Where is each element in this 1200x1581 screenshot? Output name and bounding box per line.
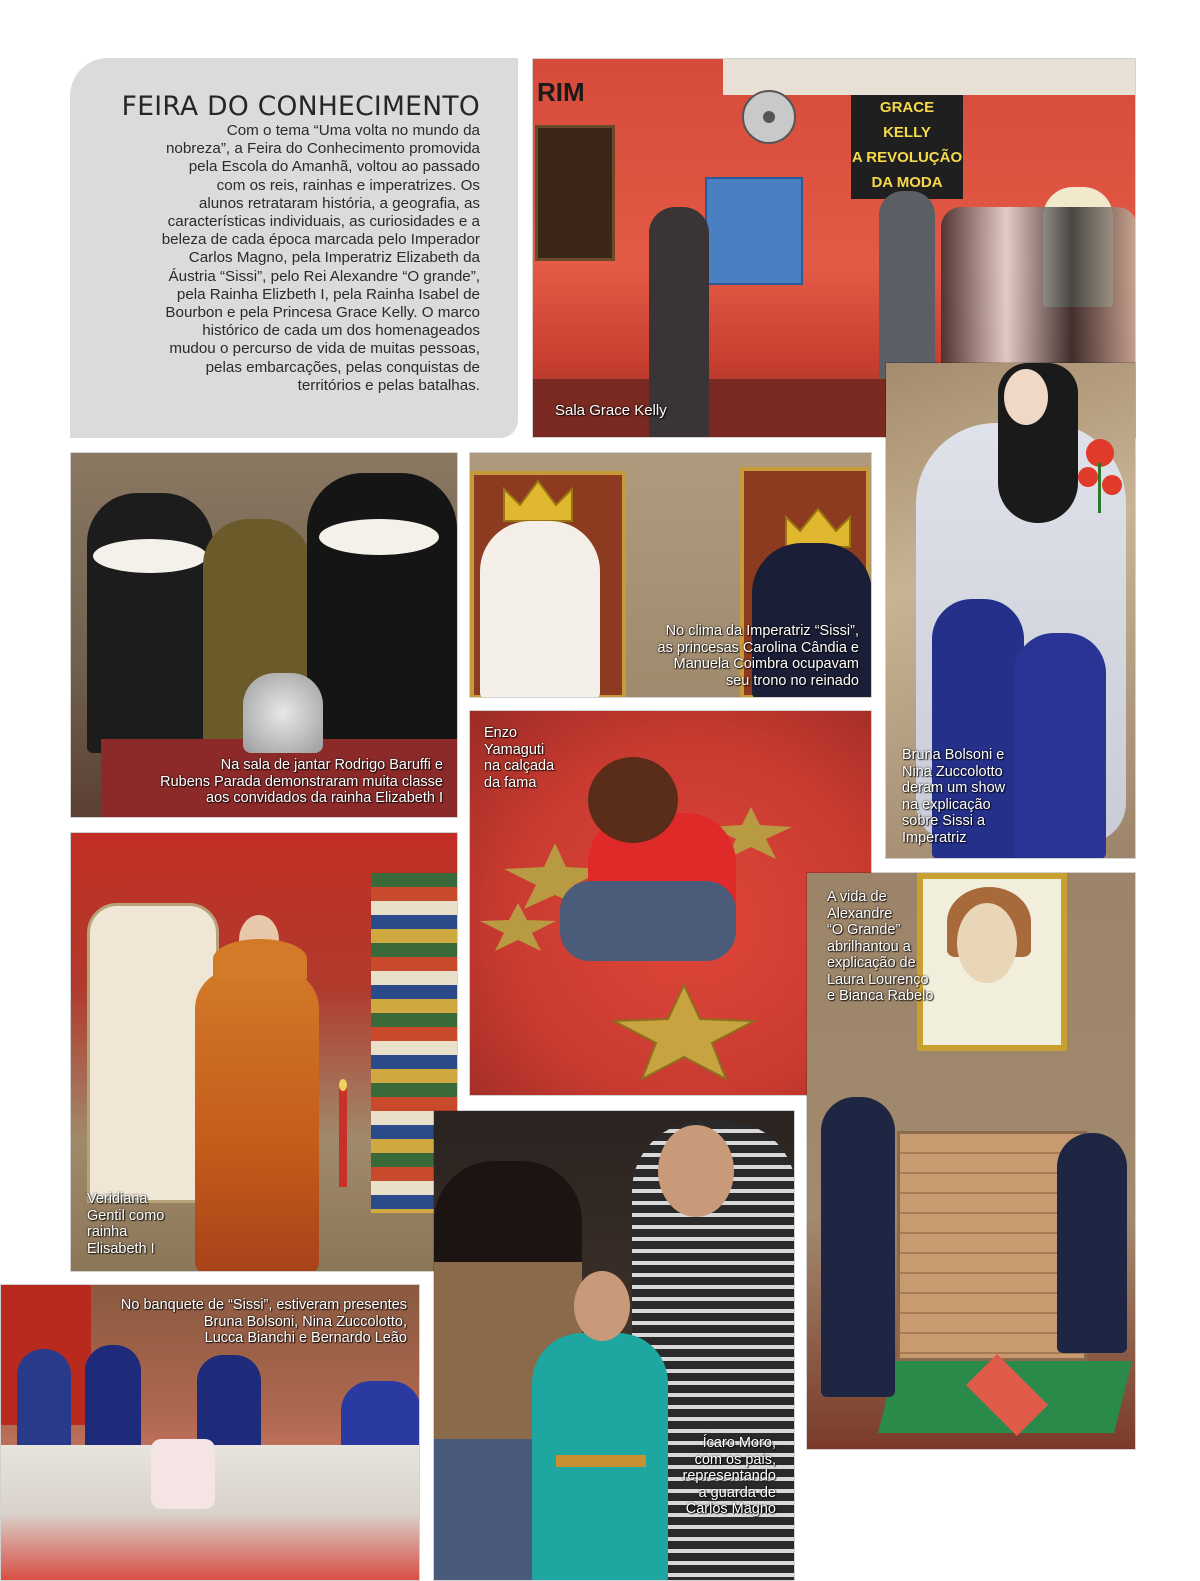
article-line: pela Escola do Amanhã, voltou ao passado bbox=[188, 158, 480, 176]
ruff-collar bbox=[93, 539, 207, 573]
visitor-group bbox=[941, 207, 1136, 379]
photo-icaro-family bbox=[433, 1110, 795, 1581]
boy-icaro-belt bbox=[556, 1455, 646, 1467]
sign-line: DA MODA bbox=[871, 174, 943, 191]
queen-dress bbox=[195, 969, 319, 1272]
boy-right bbox=[307, 473, 457, 753]
article-line: mudou o percurso de vida de muitas pessoas, bbox=[169, 340, 480, 358]
framed-picture bbox=[535, 125, 615, 261]
sissi-painting-face bbox=[1004, 369, 1048, 425]
ruff-collar bbox=[319, 519, 439, 555]
photo-banquet bbox=[0, 1284, 420, 1581]
flower-icon bbox=[1072, 433, 1128, 513]
article-body bbox=[100, 122, 480, 395]
alexander-portrait-face bbox=[957, 903, 1017, 983]
caption-sissi-show: Bruna Bolsoni e Nina Zuccolotto deram um show na explicação sobre Sissi a Imperatriz bbox=[902, 747, 1006, 846]
silver-tea-set bbox=[243, 673, 323, 753]
child bbox=[85, 1345, 141, 1455]
article-line: com os reis, rainhas e imperatrizes. Os bbox=[216, 176, 480, 194]
visitor-man bbox=[879, 191, 935, 379]
cake bbox=[151, 1439, 215, 1509]
article-line: beleza de cada época marcada pelo Imperador bbox=[161, 231, 480, 249]
sign-line: KELLY bbox=[883, 124, 931, 141]
star-icon bbox=[610, 981, 758, 1081]
article-line: territórios e pelas batalhas. bbox=[297, 376, 480, 394]
caption-walk-of-fame: Enzo Yamaguti na calçada da fama bbox=[484, 725, 555, 791]
wall-fan-icon bbox=[737, 85, 801, 149]
caption-princesses: No clima da Imperatriz “Sissi”, as princesas Carolina Cândia e Manuela Coimbra ocupavam seu trono no reinado bbox=[657, 623, 859, 689]
photo-queen-elisabeth bbox=[70, 832, 458, 1272]
girl-left bbox=[480, 521, 600, 698]
girl-bianca bbox=[1057, 1133, 1127, 1353]
caption-banquet: No banquete de “Sissi”, estiveram presentes Bruna Bolsoni, Nina Zuccolotto, Lucca Bianchi e Bernardo Leão bbox=[120, 1297, 407, 1346]
photo-alexander bbox=[806, 872, 1136, 1450]
star-icon bbox=[476, 901, 560, 953]
article-line: Com o tema “Uma volta no mundo da bbox=[226, 122, 480, 139]
article-line: histórico de cada um dos homenageados bbox=[202, 322, 480, 340]
article-line: pela Rainha Elizbeth I, pela Rainha Isabel de bbox=[176, 285, 480, 303]
article-line: Carlos Magno, pela Imperatriz Elizabeth da bbox=[188, 249, 480, 267]
sign-line: A REVOLUÇÃO bbox=[851, 149, 963, 166]
article-line: características individuais, as curiosidades e a bbox=[167, 213, 480, 231]
intro-panel bbox=[70, 58, 518, 438]
caption-dining-room: Na sala de jantar Rodrigo Baruffi e Rubens Parada demonstraram muita classe aos convidados da rainha Elizabeth I bbox=[160, 757, 443, 806]
boy-enzo-head bbox=[588, 757, 678, 843]
photo-sissi-show bbox=[885, 362, 1136, 859]
article-line: Bourbon e pela Princesa Grace Kelly. O marco bbox=[165, 304, 480, 322]
dress-display bbox=[705, 177, 803, 285]
crown-icon bbox=[500, 477, 576, 523]
wall-lettering: RIM bbox=[537, 77, 585, 107]
child bbox=[17, 1349, 71, 1449]
article-title: FEIRA DO CONHECIMENTO bbox=[121, 91, 480, 122]
boy-left bbox=[87, 493, 213, 753]
article-line: alunos retrataram história, a geografia, as bbox=[198, 194, 480, 212]
caption-icaro: Ícaro Moro, com os pais, representando a guarda de Carlos Magno bbox=[682, 1435, 776, 1517]
article-line: nobreza”, a Feira do Conhecimento promovida bbox=[165, 140, 480, 158]
caption-alexander: A vida de Alexandre “O Grande” abrilhantou a explicação de Laura Lourenço e Bianca Rabelo bbox=[827, 889, 934, 1004]
article-line: pelas embarcações, pelas conquistas de bbox=[205, 358, 480, 376]
photo-dining-room bbox=[70, 452, 458, 818]
sign-line: GRACE bbox=[879, 99, 935, 116]
candle-icon bbox=[335, 1079, 351, 1189]
grace-kelly-sign bbox=[851, 95, 963, 199]
photo-princesses-throne bbox=[469, 452, 872, 698]
girl-nina bbox=[1014, 633, 1106, 859]
article-line: Áustria “Sissi”, pelo Rei Alexandre “O grande”, bbox=[168, 267, 480, 285]
caption-grace-kelly: Sala Grace Kelly bbox=[555, 402, 667, 419]
girl-laura bbox=[821, 1097, 895, 1397]
queen-collar bbox=[213, 939, 307, 979]
caption-queen-elisabeth: Veridiana Gentil como rainha Elisabeth I bbox=[87, 1191, 165, 1257]
boy-icaro-face bbox=[574, 1271, 630, 1341]
father-face bbox=[658, 1125, 734, 1217]
boy-enzo-jeans bbox=[560, 881, 736, 961]
